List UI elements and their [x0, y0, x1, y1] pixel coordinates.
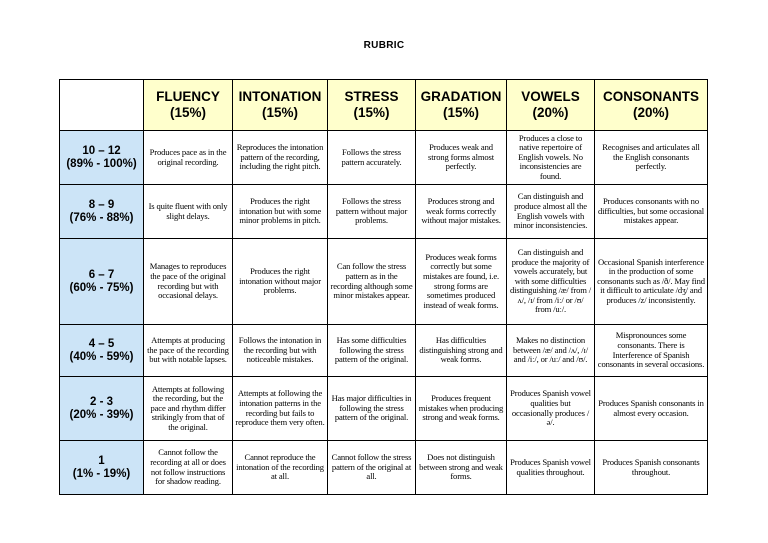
criterion-cell: Has major difficulties in following the stress pattern of the original. [328, 377, 416, 441]
criterion-cell: Occasional Spanish interference in the production of some consonants such as /ð/. May find it difficult to articulate /dʒ/ and produces /z/ inconsistently. [595, 239, 708, 325]
criterion-cell: Produces Spanish vowel qualities throughout. [507, 441, 595, 495]
header-stress: STRESS (15%) [328, 80, 416, 131]
criterion-cell: Recognises and articulates all the English consonants perfectly. [595, 131, 708, 185]
header-intonation: INTONATION (15%) [233, 80, 328, 131]
criterion-cell: Follows the intonation in the recording but with noticeable mistakes. [233, 325, 328, 377]
score-cell: 6 – 7 (60% - 75%) [60, 239, 144, 325]
criterion-cell: Has some difficulties following the stress pattern of the original. [328, 325, 416, 377]
criterion-cell: Produces Spanish consonants throughout. [595, 441, 708, 495]
criterion-cell: Attempts at following the intonation patterns in the recording but fails to reproduce them very often. [233, 377, 328, 441]
table-row [60, 131, 708, 185]
header-consonants: CONSONANTS (20%) [595, 80, 708, 131]
corner-cell [60, 80, 144, 131]
criterion-cell: Produces frequent mistakes when producing strong and weak forms. [416, 377, 507, 441]
table-row [60, 239, 708, 325]
criterion-cell: Has difficulties distinguishing strong and weak forms. [416, 325, 507, 377]
criterion-cell: Manages to reproduces the pace of the original recording but with occasional delays. [144, 239, 233, 325]
score-cell: 10 – 12 (89% - 100%) [60, 131, 144, 185]
criterion-cell: Produces the right intonation but with some minor problems in pitch. [233, 185, 328, 239]
score-cell: 1 (1% - 19%) [60, 441, 144, 495]
criterion-cell: Can distinguish and produce almost all the English vowels with minor inconsistencies. [507, 185, 595, 239]
criterion-cell: Produces weak forms correctly but some mistakes are found, i.e. strong forms are sometimes produced instead of weak forms. [416, 239, 507, 325]
criterion-cell: Does not distinguish between strong and weak forms. [416, 441, 507, 495]
table-row [60, 185, 708, 239]
criterion-cell: Produces Spanish vowel qualities but occasionally produces /ə/. [507, 377, 595, 441]
score-cell: 8 – 9 (76% - 88%) [60, 185, 144, 239]
criterion-cell: Can follow the stress pattern as in the recording although some minor mistakes appear. [328, 239, 416, 325]
criterion-cell: Produces the right intonation without major problems. [233, 239, 328, 325]
criterion-cell: Follows the stress pattern without major problems. [328, 185, 416, 239]
criterion-cell: Follows the stress pattern accurately. [328, 131, 416, 185]
header-fluency: FLUENCY (15%) [144, 80, 233, 131]
score-cell: 4 – 5 (40% - 59%) [60, 325, 144, 377]
criterion-cell: Attempts at following the recording, but the pace and rhythm differ strikingly from that of the original. [144, 377, 233, 441]
table-row [60, 441, 708, 495]
header-vowels: VOWELS (20%) [507, 80, 595, 131]
criterion-cell: Makes no distinction between /æ/ and /ʌ/, /ɪ/ and /iː/, or /uː/ and /ʊ/. [507, 325, 595, 377]
criterion-cell: Produces strong and weak forms correctly without major mistakes. [416, 185, 507, 239]
rubric-table [59, 79, 708, 495]
criterion-cell: Reproduces the intonation pattern of the recording, including the right pitch. [233, 131, 328, 185]
criterion-cell: Cannot follow the recording at all or does not follow instructions for shadow reading. [144, 441, 233, 495]
criterion-cell: Produces consonants with no difficulties, but some occasional mistakes appear. [595, 185, 708, 239]
header-row [60, 80, 708, 131]
table-row [60, 325, 708, 377]
criterion-cell: Is quite fluent with only slight delays. [144, 185, 233, 239]
criterion-cell: Produces Spanish consonants in almost every occasion. [595, 377, 708, 441]
table-row [60, 377, 708, 441]
page-title: RUBRIC [363, 40, 405, 51]
header-gradation: GRADATION (15%) [416, 80, 507, 131]
criterion-cell: Produces pace as in the original recording. [144, 131, 233, 185]
criterion-cell: Cannot follow the stress pattern of the original at all. [328, 441, 416, 495]
criterion-cell: Can distinguish and produce the majority of vowels accurately, but with some difficulties distinguishing /æ/ from /ʌ/, /ɪ/ from /iː/ or /ʊ/ from /uː/. [507, 239, 595, 325]
criterion-cell: Cannot reproduce the intonation of the recording at all. [233, 441, 328, 495]
criterion-cell: Produces a close to native repertoire of English vowels. No inconsistencies are found. [507, 131, 595, 185]
criterion-cell: Attempts at producing the pace of the recording but with notable lapses. [144, 325, 233, 377]
criterion-cell: Produces weak and strong forms almost perfectly. [416, 131, 507, 185]
score-cell: 2 - 3 (20% - 39%) [60, 377, 144, 441]
criterion-cell: Mispronounces some consonants. There is Interference of Spanish consonants in several occasions. [595, 325, 708, 377]
